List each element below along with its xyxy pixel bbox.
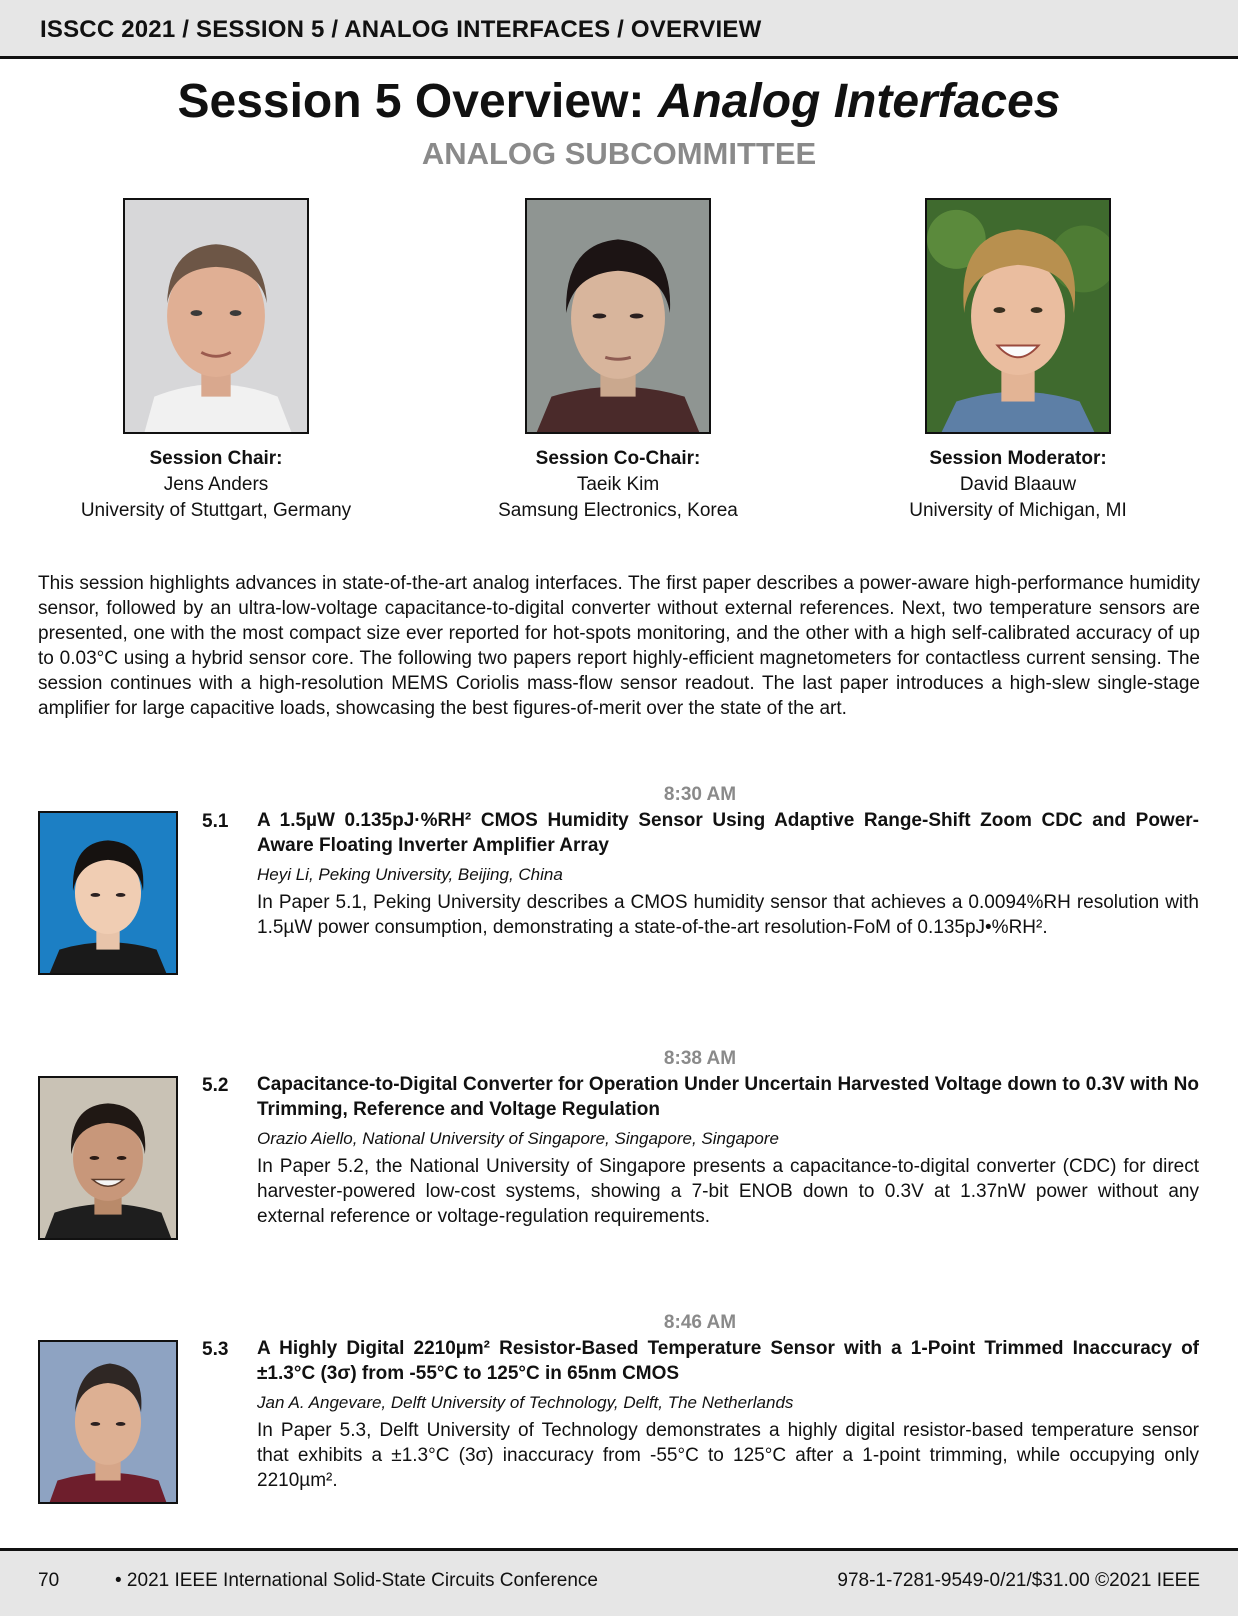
paper-description: In Paper 5.1, Peking University describes a CMOS humidity sensor that achieves a 0.0094%RH resolution with 1.5µW power consumption, demonstrating a state-of-the-art resolution-FoM of 0.135pJ•%RH². [257, 892, 1199, 938]
paper-description: In Paper 5.2, the National University of Singapore presents a capacitance-to-digital converter (CDC) for direct harvester-powered low-cost systems, showing a 7-bit ENOB down to 0.3V at 1.37nW power without any external reference or voltage-regulation requirements. [257, 1156, 1199, 1227]
footer-isbn: 978-1-7281-9549-0/21/$31.00 ©2021 IEEE [837, 1570, 1200, 1591]
paper-title: A Highly Digital 2210µm² Resistor-Based Temperature Sensor with a 1-Point Trimmed Inaccuracy of ±1.3°C (3σ) from -55°C to 125°C in 65nm CMOS [257, 1338, 1199, 1384]
paper-description: In Paper 5.3, Delft University of Technology demonstrates a highly digital resistor-based temperature sensor that exhibits a ±1.3°C (3σ) inaccuracy from -55°C to 125°C after a 1-point trimming, while occupying only 2210µm². [257, 1420, 1199, 1491]
footer-conference: • 2021 IEEE International Solid-State Circuits Conference [115, 1570, 598, 1591]
paper-title: A 1.5µW 0.135pJ·%RH² CMOS Humidity Sensor Using Adaptive Range-Shift Zoom CDC and Power-Aware Floating Inverter Amplifier Array [257, 810, 1199, 856]
paper-title: Capacitance-to-Digital Converter for Operation Under Uncertain Harvested Voltage down to 0.3V with No Trimming, Reference and Voltage Regulation [257, 1074, 1199, 1120]
session-moderator-caption [838, 446, 1198, 524]
running-header-text: ISSCC 2021 / SESSION 5 / ANALOG INTERFACES / OVERVIEW [40, 16, 762, 43]
paper-entry-5-1 [257, 808, 1199, 940]
officer-name: Jens Anders [163, 474, 269, 495]
author-photo-5-2 [38, 1076, 178, 1240]
paper-author: Orazio Aiello, National University of Singapore, Singapore, Singapore [257, 1129, 779, 1148]
page-title-italic: Analog Interfaces [657, 75, 1061, 128]
page-title-main: Session 5 Overview: [177, 75, 658, 128]
paper-time: 8:30 AM [663, 784, 737, 805]
paper-entry-5-3 [257, 1336, 1199, 1493]
session-co-chair-photo [525, 198, 711, 434]
officer-role: Session Co-Chair: [535, 448, 701, 469]
officer-affiliation: Samsung Electronics, Korea [498, 500, 738, 521]
session-moderator-photo [925, 198, 1111, 434]
session-co-chair-caption [438, 446, 798, 524]
officer-name: David Blaauw [959, 474, 1077, 495]
officer-affiliation: University of Michigan, MI [909, 500, 1127, 521]
officer-role: Session Chair: [149, 448, 283, 469]
paper-number: 5.2 [202, 1075, 229, 1096]
page-subtitle: ANALOG SUBCOMMITTEE [421, 136, 817, 171]
session-chair-caption [36, 446, 396, 524]
session-intro-paragraph: This session highlights advances in state-of-the-art analog interfaces. The first paper describes a power-aware high-performance humidity sensor, followed by an ultra-low-voltage capacitance-to-digital converter without external references. Next, two temperature sensors are presented, one with the most compact size ever reported for hot-spots monitoring, and the other with a high self-calibrated accuracy of up to 0.03°C using a hybrid sensor core. The following two papers report highly-efficient magnetometers for contactless current sensing. The session continues with a high-resolution MEMS Coriolis mass-flow sensor readout. The last paper introduces a high-slew single-stage amplifier for large capacitive loads, showcasing the best figures-of-merit over the state of the art. [38, 573, 1200, 719]
officer-affiliation: University of Stuttgart, Germany [80, 500, 352, 521]
author-photo-5-1 [38, 811, 178, 975]
paper-number: 5.1 [202, 811, 229, 832]
officer-role: Session Moderator: [929, 448, 1107, 469]
paper-time: 8:46 AM [663, 1312, 737, 1333]
paper-author: Heyi Li, Peking University, Beijing, China [257, 865, 563, 884]
page-title [0, 74, 1238, 129]
author-photo-5-3 [38, 1340, 178, 1504]
session-chair-photo [123, 198, 309, 434]
paper-author: Jan A. Angevare, Delft University of Technology, Delft, The Netherlands [257, 1393, 794, 1412]
officer-name: Taeik Kim [576, 474, 660, 495]
page-number: 70 [38, 1570, 60, 1591]
paper-time: 8:38 AM [663, 1048, 737, 1069]
paper-entry-5-2 [257, 1072, 1199, 1229]
paper-number: 5.3 [202, 1339, 229, 1360]
